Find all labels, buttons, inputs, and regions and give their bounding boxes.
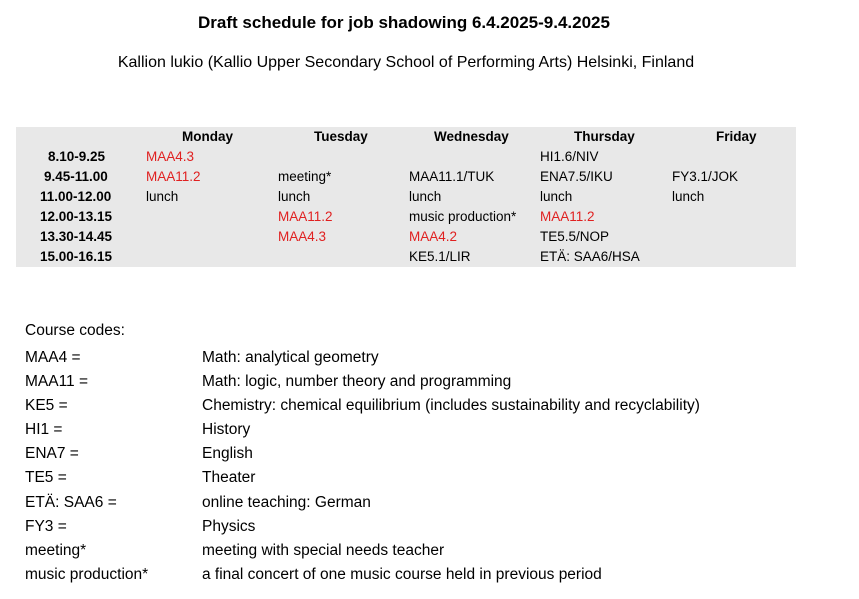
- course-description: a final concert of one music course held in previous period: [202, 566, 602, 583]
- schedule-cell: HI1.6/NIV: [540, 149, 599, 164]
- schedule-cell: FY3.1/JOK: [672, 169, 739, 184]
- course-code: MAA4 =: [25, 349, 81, 366]
- schedule-cell: ETÄ: SAA6/HSA: [540, 249, 640, 264]
- schedule-cell: lunch: [409, 189, 442, 204]
- time-slot: 12.00-13.15: [40, 209, 113, 224]
- course-code: KE5 =: [25, 397, 68, 414]
- time-slot: 11.00-12.00: [40, 189, 112, 204]
- day-header-wednesday: Wednesday: [434, 129, 509, 144]
- course-description: Math: logic, number theory and programming: [202, 373, 512, 390]
- course-code: TE5 =: [25, 469, 67, 486]
- schedule-cell: MAA4.3: [278, 229, 327, 244]
- course-description: Physics: [202, 518, 256, 535]
- schedule-cell: music production*: [409, 209, 517, 224]
- day-header-tuesday: Tuesday: [314, 129, 368, 144]
- schedule-cell: MAA4.3: [146, 149, 195, 164]
- schedule-cell: meeting*: [278, 169, 332, 184]
- course-code: HI1 =: [25, 421, 63, 438]
- schedule-cell: lunch: [278, 189, 311, 204]
- course-code: music production*: [25, 566, 149, 583]
- schedule-table: [16, 127, 796, 267]
- course-description: Theater: [202, 469, 256, 486]
- day-header-friday: Friday: [716, 129, 757, 144]
- course-code: meeting*: [25, 542, 87, 559]
- course-code: MAA11 =: [25, 373, 89, 390]
- schedule-cell: MAA11.2: [278, 209, 333, 224]
- schedule-cell: TE5.5/NOP: [540, 229, 610, 244]
- legend-title: Course codes:: [25, 322, 125, 339]
- schedule-cell: lunch: [540, 189, 573, 204]
- page-subtitle: Kallion lukio (Kallio Upper Secondary School of Performing Arts) Helsinki, Finland: [117, 54, 695, 71]
- schedule-cell: MAA11.1/TUK: [409, 169, 495, 184]
- time-slot: 15.00-16.15: [40, 249, 113, 264]
- time-slot: 8.10-9.25: [48, 149, 106, 164]
- course-description: meeting with special needs teacher: [202, 542, 445, 559]
- schedule-cell: MAA4.2: [409, 229, 458, 244]
- course-description: Math: analytical geometry: [202, 349, 379, 366]
- schedule-cell: KE5.1/LIR: [409, 249, 471, 264]
- schedule-cell: lunch: [672, 189, 705, 204]
- day-header-monday: Monday: [182, 129, 234, 144]
- schedule-cell: ENA7.5/IKU: [540, 169, 613, 184]
- time-slot: 13.30-14.45: [40, 229, 113, 244]
- day-header-thursday: Thursday: [574, 129, 635, 144]
- schedule-cell: MAA11.2: [540, 209, 595, 224]
- course-code: FY3 =: [25, 518, 67, 535]
- course-description: Chemistry: chemical equilibrium (includes sustainability and recyclability): [202, 397, 700, 414]
- course-code: ENA7 =: [25, 445, 79, 462]
- course-description: English: [202, 445, 253, 462]
- schedule-cell: MAA11.2: [146, 169, 201, 184]
- time-slot: 9.45-11.00: [44, 169, 108, 184]
- page-title: Draft schedule for job shadowing 6.4.2025-9.4.2025: [198, 13, 610, 32]
- course-description: online teaching: German: [202, 494, 371, 511]
- course-code: ETÄ: SAA6 =: [25, 494, 117, 511]
- course-description: History: [202, 421, 251, 438]
- schedule-cell: lunch: [146, 189, 179, 204]
